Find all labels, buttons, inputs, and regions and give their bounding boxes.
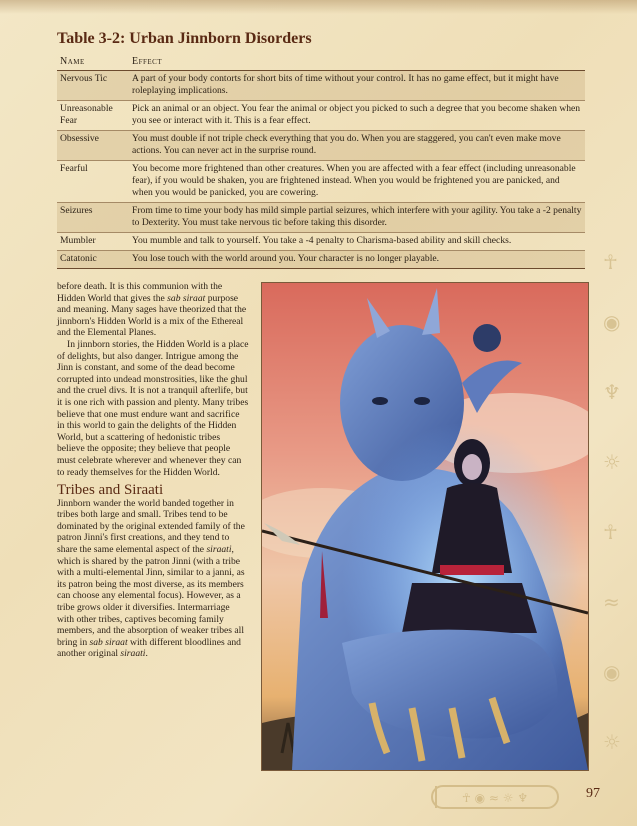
- woman-face: [462, 454, 482, 480]
- header-name: Name: [57, 54, 129, 71]
- disorder-effect: From time to time your body has mild simple partial seizures, which interfere with your agility. You take a -2 penalty to Dexterity. You must take nervous tic before taking this disorder.: [129, 203, 585, 233]
- disorder-effect: A part of your body contorts for short bits of time without your control. It has no game effect, but it might have roleplaying implications.: [129, 71, 585, 101]
- disorder-effect: You must double if not triple check everything that you do. When you are staggered, you can't even make move actions. You can never act in the surprise round.: [129, 131, 585, 161]
- woman-legs: [402, 583, 537, 633]
- body-paragraph: In jinnborn stories, the Hidden World is a place of delights, but also danger. Intrigue among the Jinn is constant, and some of the dead become corrupted into undead monstrosities, like the ghul and the cruel divs. It is not a tranquil afterlife, but it is one rich with passion and plenty. Many tribes believe that one must endure want and sacrifice in this world to gain the delights of the Hidden World, but a scattering of hedonistic tribes believe the opposite; they believe that people must celebrate wherever and whenever they can to ready themselves for the Hidden World.: [57, 338, 249, 478]
- table-row: [57, 203, 585, 233]
- table-title: Table 3-2: Urban Jinnborn Disorders: [57, 30, 312, 47]
- jinn-eye: [372, 397, 388, 405]
- ankh-icon: ☥: [603, 520, 618, 544]
- text-run: before death. It is this communion with the Hidden World that gives the: [57, 281, 223, 304]
- table-row: [57, 251, 585, 269]
- eye-icon: ◉: [603, 310, 621, 334]
- text-run: , which is shared by the patron Jinni (with a tribe with a multi-elemental Jinn, similar to a janni, as its patron being the most diverse, as its members can choose any elemental focus). However, as a tribe grows older it diversifies. Intermarriage with other tribes, captives becoming family members, and the absorption of weaker tribes all bring in: [57, 544, 245, 648]
- disorder-effect: You become more frightened than other creatures. When you are affected with a fear effect (including unreasonable fear), if you would be shaken, you are frightened instead. When you would be frightened you are panicked, and when you would be panicked, you are cowering.: [129, 161, 585, 203]
- page-edge-shadow: [0, 0, 637, 14]
- svg-text:☥ ◉ ≈ ☼ ♆: ☥ ◉ ≈ ☼ ♆: [461, 791, 529, 805]
- ankh-icon: ☥: [603, 250, 618, 274]
- illustration-svg: [262, 283, 588, 770]
- disorder-name: Nervous Tic: [57, 71, 129, 101]
- section-heading: Tribes and Siraati: [57, 482, 164, 499]
- table-row: [57, 101, 585, 131]
- header-effect: Effect: [129, 54, 585, 71]
- body-paragraph: [57, 281, 249, 339]
- disorder-name: Obsessive: [57, 131, 129, 161]
- table-row: [57, 233, 585, 251]
- disorders-table: [57, 54, 585, 269]
- woman-sash: [440, 565, 504, 575]
- sun-icon: ☼: [603, 450, 621, 474]
- table-header-row: [57, 54, 585, 71]
- jinn-eye: [414, 397, 430, 405]
- body-column: [57, 281, 249, 660]
- table-row: [57, 131, 585, 161]
- italic-term: sab siraat: [167, 292, 206, 304]
- disorder-name: Catatonic: [57, 251, 129, 269]
- page-number: 97: [586, 786, 600, 801]
- table-row: [57, 71, 585, 101]
- italic-term: siraati: [206, 544, 232, 556]
- text-run: with different bloodlines and another original: [57, 636, 241, 660]
- text-run: purpose and meaning. Many sages have theorized that the jinnborn's Hidden World is a mix of the Ethereal and the Elemental Planes.: [57, 292, 247, 339]
- body-paragraph: [57, 498, 249, 660]
- table-row: [57, 161, 585, 203]
- italic-term: sab siraat: [89, 636, 128, 648]
- sun-icon: ☼: [603, 730, 621, 754]
- cartouche-ornament: [430, 782, 560, 812]
- disorder-name: Fearful: [57, 161, 129, 203]
- disorder-name: Unreasonable Fear: [57, 101, 129, 131]
- text-run: Jinnborn wander the world banded together in tribes both large and small. Tribes tend to be dominated by the original extended family of the patron Jinni's first creations, and they tend to share the same elemental aspect of the: [57, 497, 245, 556]
- jinn-illustration: [261, 282, 589, 771]
- disorder-effect: You lose touch with the world around you. Your character is no longer playable.: [129, 251, 585, 269]
- text-run: .: [145, 648, 148, 660]
- water-icon: ≈: [603, 590, 620, 614]
- jinn-topknot: [473, 324, 501, 352]
- italic-term: siraati: [120, 648, 146, 660]
- hieroglyph-border: [599, 250, 633, 790]
- disorder-name: Seizures: [57, 203, 129, 233]
- disorder-name: Mumbler: [57, 233, 129, 251]
- eye-icon: ◉: [603, 660, 621, 684]
- disorder-effect: Pick an animal or an object. You fear the animal or object you picked to such a degree that you become shaken when you see or interact with it. This is a fear effect.: [129, 101, 585, 131]
- disorder-effect: You mumble and talk to yourself. You take a -4 penalty to Charisma-based ability and skill checks.: [129, 233, 585, 251]
- bird-icon: ♆: [603, 380, 621, 404]
